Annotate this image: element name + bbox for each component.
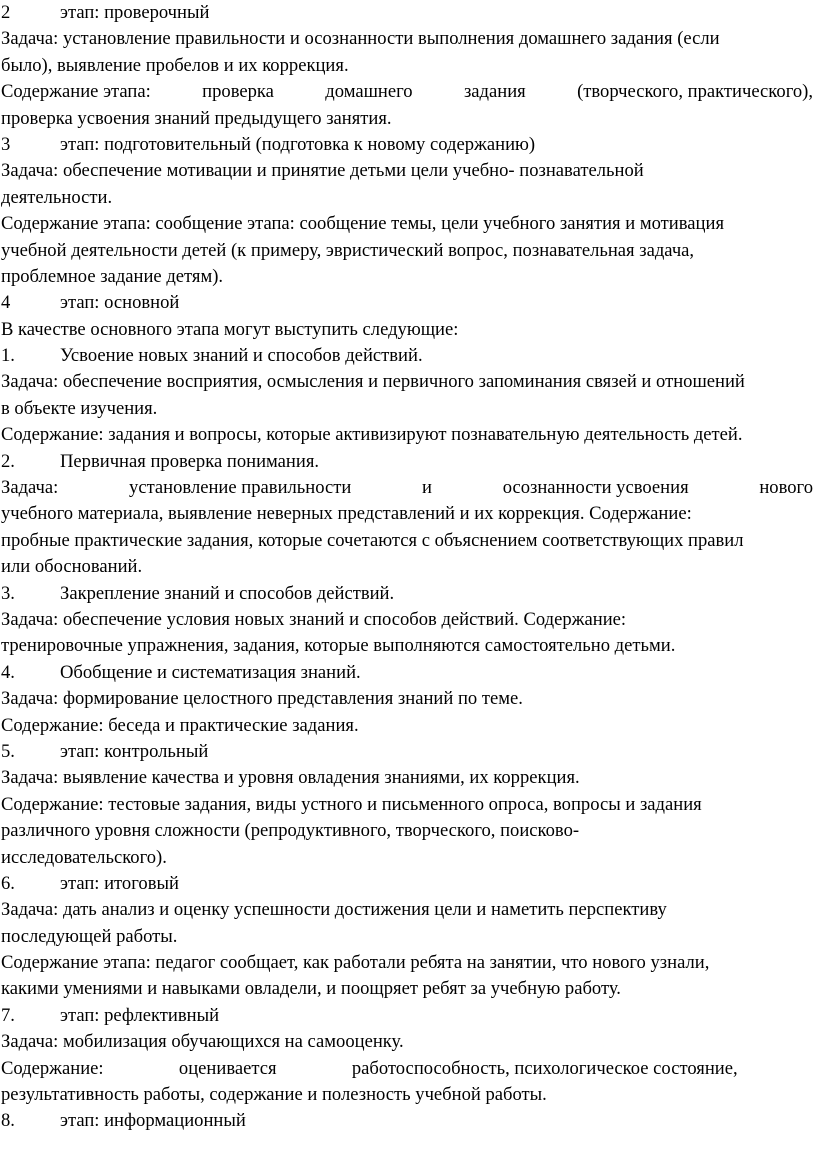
line-text: Задача: мобилизация обучающихся на самооценку. (1, 1031, 404, 1053)
text-line (0, 264, 816, 290)
text-line (0, 845, 816, 871)
text-line (0, 924, 816, 950)
text-line (0, 1029, 816, 1055)
numbered-line (0, 1108, 816, 1134)
text-line (0, 53, 816, 79)
text-line (0, 633, 816, 659)
line-text: Содержание этапа: педагог сообщает, как работали ребята на занятии, что нового узнали, (1, 952, 710, 974)
line-text: Задача: дать анализ и оценку успешности достижения цели и наметить перспективу (1, 899, 667, 921)
text-line (0, 106, 816, 132)
item-number: 7. (1, 1004, 15, 1026)
numbered-line (0, 132, 816, 158)
line-text: Задача: обеспечение восприятия, осмысления и первичного запоминания связей и отношений (1, 371, 745, 393)
justified-word: задания (463, 81, 526, 103)
line-text: проблемное задание детям). (1, 265, 224, 287)
justified-line (0, 79, 813, 105)
line-text: различного уровня сложности (репродуктивного, творческого, поисково- (1, 820, 580, 842)
item-number: 4. (1, 661, 15, 683)
item-number: 4 (1, 292, 11, 314)
text-line (0, 501, 816, 527)
line-text: Задача: формирование целостного представления знаний по теме. (1, 688, 523, 710)
line-text: этап: информационный (60, 1110, 246, 1132)
text-line (0, 713, 816, 739)
line-text: Усвоение новых знаний и способов действий. (60, 345, 423, 367)
justified-word: работоспособность, психологическое состояние, (351, 1057, 738, 1079)
line-text: исследовательского). (1, 846, 167, 868)
line-text: этап: контрольный (60, 740, 209, 762)
item-number: 2 (1, 2, 11, 23)
line-text: Содержание: беседа и практические задания. (1, 714, 359, 736)
numbered-line (0, 581, 816, 607)
line-text: деятельности. (1, 186, 113, 208)
justified-word: (творческого, практического), (577, 81, 813, 103)
justified-word: и (422, 477, 432, 499)
line-text: Задача: установление правильности и осознанности выполнения домашнего задания (если (1, 28, 720, 50)
line-text: Содержание этапа: сообщение этапа: сообщение темы, цели учебного занятия и мотивация (1, 213, 724, 235)
line-text: Задача: обеспечение условия новых знаний и способов действий. Содержание: (1, 608, 627, 630)
line-text: этап: подготовительный (подготовка к новому содержанию) (60, 133, 536, 155)
justified-word: Содержание этапа: (1, 81, 151, 103)
justified-word: установление правильности (129, 477, 352, 499)
line-text: Задача: выявление качества и уровня овладения знаниями, их коррекция. (1, 767, 580, 789)
justified-word: домашнего (325, 81, 413, 103)
text-line (0, 158, 816, 184)
item-number: 1. (1, 345, 15, 367)
line-text: этап: проверочный (60, 2, 210, 23)
text-line (0, 26, 816, 52)
line-text: последующей работы. (1, 925, 178, 947)
numbered-line (0, 660, 816, 686)
line-text: какими умениями и навыками овладели, и поощряет ребят за учебную работу. (1, 978, 621, 1000)
justified-word: нового (759, 477, 813, 499)
numbered-line (0, 449, 816, 475)
item-number: 6. (1, 872, 15, 894)
text-line (0, 422, 816, 448)
text-line (0, 950, 816, 976)
text-line (0, 897, 816, 923)
line-text: или обоснований. (1, 556, 143, 578)
numbered-line (0, 290, 816, 316)
justified-word: проверка (202, 81, 274, 103)
item-number: 2. (1, 450, 15, 472)
text-line (0, 396, 816, 422)
text-line (0, 554, 816, 580)
line-text: учебного материала, выявление неверных представлений и их коррекция. Содержание: (1, 503, 692, 525)
text-line (0, 317, 816, 343)
item-number: 3. (1, 582, 15, 604)
line-text: Обобщение и систематизация знаний. (60, 661, 361, 683)
numbered-line (0, 0, 816, 26)
line-text: этап: итоговый (60, 872, 179, 894)
line-text: Закрепление знаний и способов действий. (60, 582, 395, 604)
text-line (0, 211, 816, 237)
item-number: 3 (1, 133, 11, 155)
justified-word: оценивается (178, 1057, 277, 1079)
line-text: было), выявление пробелов и их коррекция. (1, 54, 349, 76)
line-text: тренировочные упражнения, задания, которые выполняются самостоятельно детьми. (1, 635, 676, 657)
text-line (0, 528, 816, 554)
line-text: этап: рефлективный (60, 1004, 220, 1026)
item-number: 5. (1, 740, 15, 762)
text-line (0, 976, 816, 1002)
line-text: Первичная проверка понимания. (60, 450, 320, 472)
line-text: в объекте изучения. (1, 397, 158, 419)
text-line (0, 185, 816, 211)
text-line (0, 686, 816, 712)
text-line (0, 765, 816, 791)
justified-word: осознанности усвоения (502, 477, 689, 499)
text-line (0, 1082, 816, 1108)
line-text: этап: основной (60, 292, 180, 314)
text-line (0, 818, 816, 844)
item-number: 8. (1, 1110, 15, 1132)
numbered-line (0, 739, 816, 765)
text-line (0, 792, 816, 818)
line-text: результативность работы, содержание и полезность учебной работы. (1, 1084, 547, 1106)
line-text: В качестве основного этапа могут выступить следующие: (1, 318, 459, 340)
text-line (0, 369, 816, 395)
justified-word: Задача: (1, 477, 59, 499)
line-text: Содержание: тестовые задания, виды устного и письменного опроса, вопросы и задания (1, 793, 702, 815)
justified-word: Содержание: (1, 1057, 104, 1079)
line-text: Задача: обеспечение мотивации и принятие детьми цели учебно- познавательной (1, 160, 644, 182)
line-text: Содержание: задания и вопросы, которые активизируют познавательную деятельность детей. (1, 424, 743, 446)
numbered-line (0, 343, 816, 369)
justified-line (0, 475, 813, 501)
line-text: пробные практические задания, которые сочетаются с объяснением соответствующих правил (1, 529, 744, 551)
line-text: учебной деятельности детей (к примеру, эвристический вопрос, познавательная задача, (1, 239, 695, 261)
text-line (0, 607, 816, 633)
numbered-line (0, 1003, 816, 1029)
text-line (0, 238, 816, 264)
numbered-line (0, 871, 816, 897)
line-text: проверка усвоения знаний предыдущего занятия. (1, 107, 392, 129)
justified-line (0, 1056, 813, 1082)
